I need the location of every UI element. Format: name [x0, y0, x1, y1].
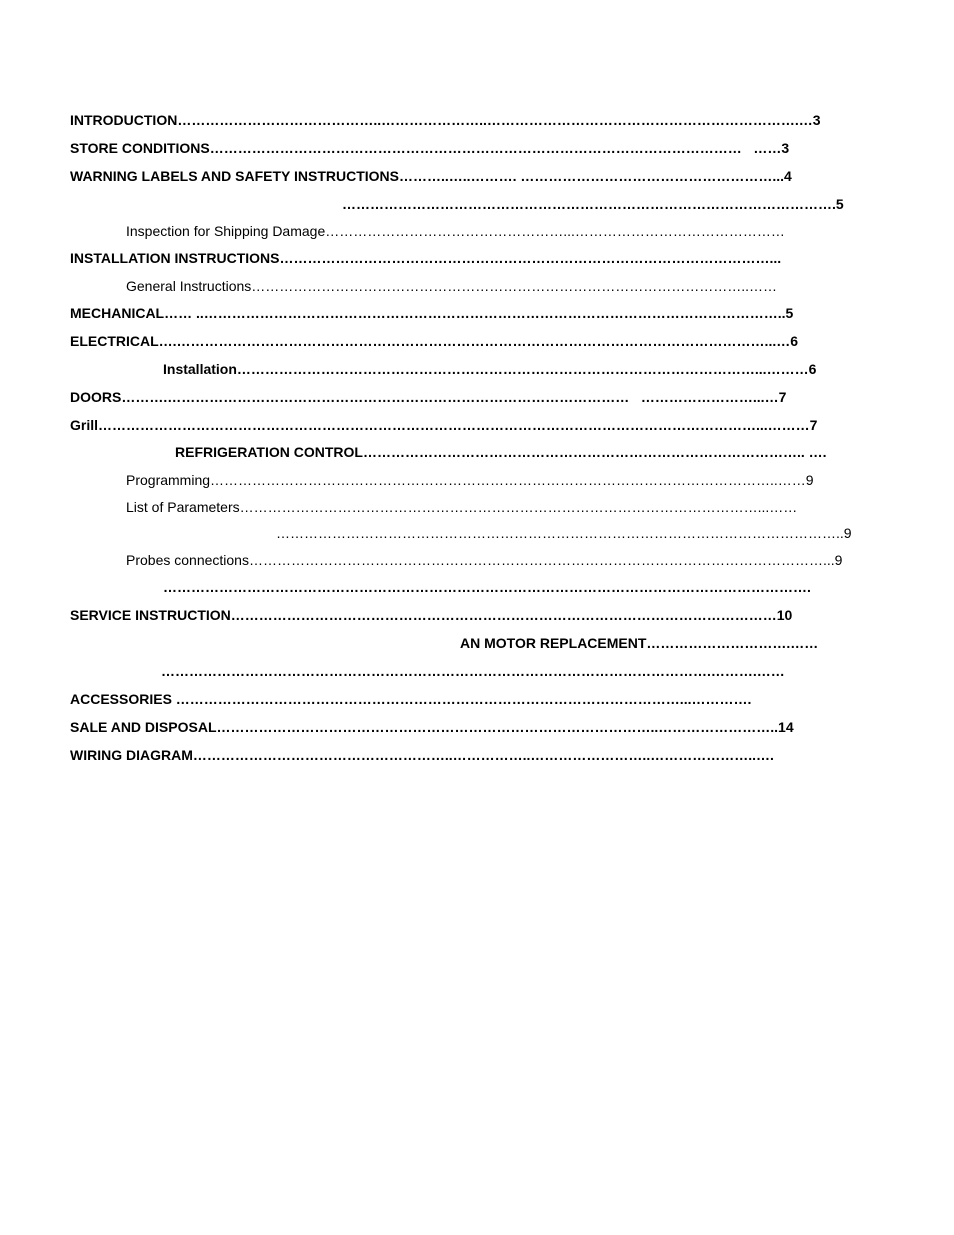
toc-entry-wiring-diagram: WIRING DIAGRAM………………………………………………..……………..……………………..…………………..…. — [70, 747, 774, 763]
toc-entry-dots-blank: …………………………………………………………………………………………………………………………. — [163, 579, 811, 595]
toc-entry-dots-blank-2: ……………………………………………………………………………………………………….……….…… — [161, 663, 785, 679]
toc-entry-mechanical: MECHANICAL…… ..……………………………………………………………………………………………………………..5 — [70, 305, 794, 321]
toc-entry-general-instructions: General Instructions……………………………………………………………………………………………..…… — [126, 278, 778, 294]
toc-entry-installation: Installation…………………………………………………………………………………………………...………6 — [163, 361, 817, 377]
toc-entry-warning-labels: WARNING LABELS AND SAFETY INSTRUCTIONS………..…..………. ………………………………………………...4 — [70, 168, 792, 184]
toc-entry-introduction: INTRODUCTION……………………………………..…………………..………………………………………………………….…3 — [70, 112, 821, 128]
toc-entry-doors: DOORS……….……………………………………………………………………………………… ……………………...…7 — [70, 389, 787, 405]
toc-entry-refrigeration-control: REFRIGERATION CONTROL………………………………………………………………………………….. …. — [175, 444, 827, 460]
toc-entry-electrical: ELECTRICAL….………………………………………………………………………………………………………………...…6 — [70, 333, 799, 349]
toc-entry-dots-9: …………………………………………………………………………………………………………..9 — [276, 525, 852, 541]
toc-entry-sale-and-disposal: SALE AND DISPOSAL…………………………………………………………………………………..……………………..14 — [70, 719, 794, 735]
toc-entry-accessories: ACCESSORIES ………………………………………………………………………………………………...…………. — [70, 691, 752, 707]
toc-entry-installation-instructions: INSTALLATION INSTRUCTIONS……………………………………………………………………………………………... — [70, 250, 782, 266]
toc-entry-inspection-shipping-damage: Inspection for Shipping Damage……………………………………………...……………………………………… — [126, 223, 785, 239]
toc-entry-fan-motor-replacement: AN MOTOR REPLACEMENT………………………….…… — [460, 635, 819, 651]
toc-entry-list-of-parameters: List of Parameters…………………………………………………………………………………………………...…… — [126, 499, 798, 515]
toc-entry-programming: Programming…………………………………………………………………………………………………………..……9 — [126, 472, 814, 488]
toc-entry-grill: Grill……………………………………………………………………………………………………………………………...………7 — [70, 417, 818, 433]
toc-entry-probes-connections: Probes connections……………………………………………………………………………………………………………...9 — [126, 552, 843, 568]
toc-entry-dots-5: …………………………………………………………………………………………….5 — [342, 196, 844, 212]
toc-entry-service-instruction: SERVICE INSTRUCTION………………………………………………………………………………………………………10 — [70, 607, 793, 623]
toc-entry-store-conditions: STORE CONDITIONS…………………………………………………………………………………………………… ……3 — [70, 140, 790, 156]
